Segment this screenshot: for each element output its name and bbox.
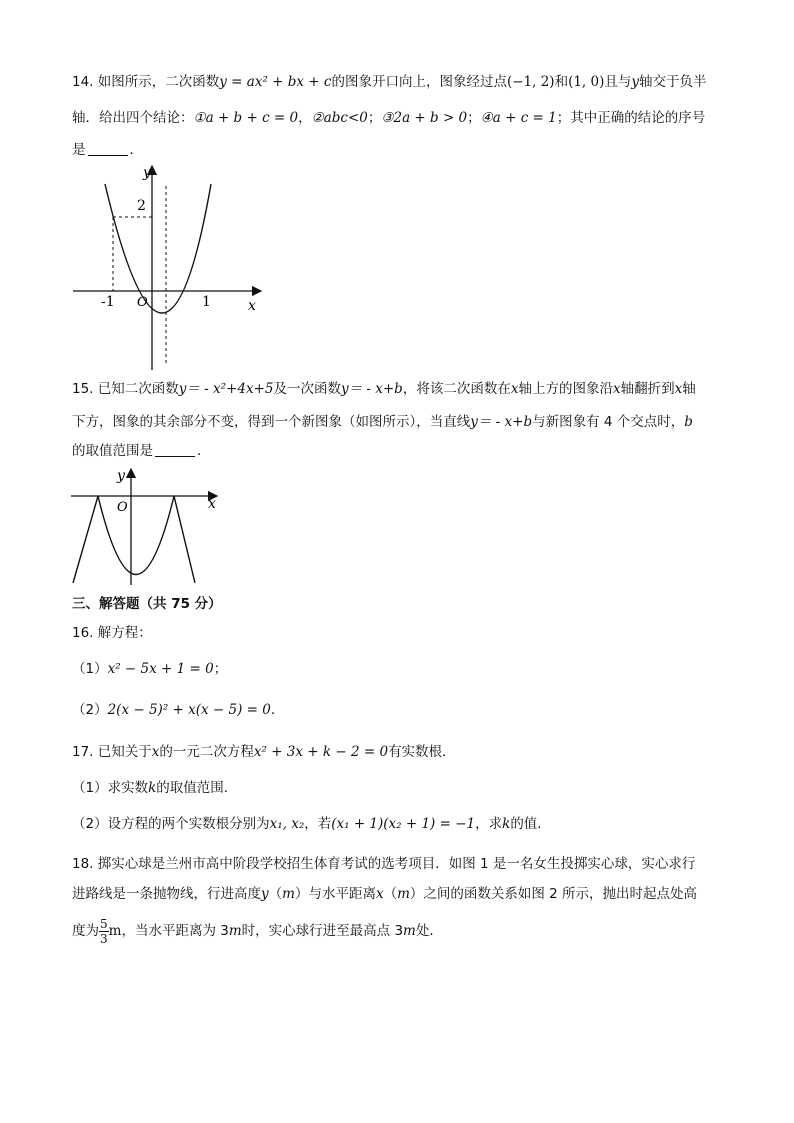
q17-text: （1）求实数: [72, 780, 149, 796]
q15-text: 轴: [682, 381, 696, 397]
tick-label-1: 1: [202, 294, 211, 310]
q18-text: ）与水平距离: [294, 886, 376, 902]
q18-line-1: 18. 掷实心球是兰州市高中阶段学校招生体育考试的选考项目．如图 1 是一名女生投掷实心球，实心求行: [72, 856, 696, 872]
q15-text: 轴上方的图象沿: [518, 381, 613, 397]
q18-var-y: y: [261, 886, 269, 902]
q17-var-k: k: [148, 780, 157, 796]
q17-roots: x₁, x₂: [269, 816, 305, 832]
q18-text: 度为: [72, 923, 99, 939]
q16-sep: ；: [213, 661, 228, 677]
q15-text: 及一次函数: [273, 381, 341, 397]
q15-linear: y＝ - x+b: [340, 381, 403, 397]
q17-equation: x² + 3x + k − 2 = 0: [253, 744, 389, 760]
q18-unit: m: [403, 923, 416, 939]
q14-sep: ；: [367, 110, 382, 126]
q16-part-2: [72, 700, 284, 720]
q14-conclusion-1: ①a + b + c = 0: [193, 110, 299, 126]
origin-label: O: [117, 500, 128, 515]
q16-title: 16. 解方程：: [72, 625, 152, 641]
q15-var-x: x: [674, 381, 683, 397]
q17-part-2: [72, 814, 551, 834]
q14-text: 轴．给出四个结论：: [72, 110, 194, 126]
q15-text: 下方，图象的其余部分不变，得到一个新图象（如图所示），当直线: [72, 414, 471, 430]
q14-line-1: [72, 72, 707, 92]
q14-text: 是: [72, 142, 86, 158]
q14-answer-blank[interactable]: [88, 141, 128, 156]
q17-text: 的一元二次方程: [159, 744, 254, 760]
q14-conclusion-4: ④a + c = 1: [480, 110, 557, 126]
x-label: x: [248, 298, 256, 314]
q15-var-b: b: [684, 414, 693, 430]
q17-text: ，求: [475, 816, 503, 832]
q16-equation-1: x² − 5x + 1 = 0: [107, 661, 214, 677]
q18-text: 处．: [415, 923, 443, 939]
q18-text: 进路线是一条抛物线，行进高度: [72, 886, 261, 902]
q17-text: （2）设方程的两个实数根分别为: [72, 816, 270, 832]
q14-text: 14. 如图所示，二次函数: [72, 74, 220, 90]
q15-answer-blank[interactable]: [155, 442, 195, 457]
q18-text: （: [383, 886, 398, 902]
q15-line-2: [72, 412, 693, 432]
q15-text: 轴翻折到: [620, 381, 675, 397]
q15-quadratic: y＝ - x²+4x+5: [178, 381, 274, 397]
q14-conclusion-2: ②abc<0: [311, 110, 368, 126]
q15-text: 的取值范围是: [72, 443, 153, 459]
q17-text: 17. 已知关于: [72, 744, 152, 760]
part-label: （2）: [72, 702, 108, 718]
q17-text: 的值．: [510, 816, 551, 832]
q15-line-3: [72, 441, 211, 461]
q15-linear: y＝ - x+b: [470, 414, 533, 430]
q18-text: ）之间的函数关系如图 2 所示，抛出时起点处高: [409, 886, 698, 902]
q15-text: ．: [197, 443, 211, 459]
q18-fraction: [99, 917, 109, 946]
y-label: y: [117, 468, 125, 484]
q17-text: 有实数根．: [388, 744, 456, 760]
q14-line-3: [72, 140, 143, 160]
folded-arc: [98, 496, 174, 575]
q18-unit: m: [108, 923, 122, 939]
fraction-numerator: 5: [100, 916, 108, 931]
q18-text: 时，实心球行进至最高点 3: [241, 923, 404, 939]
q15-folded-figure: [65, 463, 225, 588]
q17-var-k: k: [502, 816, 511, 832]
q17-line-1: [72, 742, 456, 762]
q18-unit: m: [228, 923, 242, 939]
q18-var-x: x: [375, 886, 384, 902]
q14-text: ；其中正确的结论的序号: [556, 110, 706, 126]
tick-label-2: 2: [137, 198, 146, 214]
q15-var-x: x: [510, 381, 519, 397]
q14-point-2: (1, 0): [568, 74, 605, 90]
q14-equation: y = ax² + bx + c: [219, 74, 332, 90]
q17-text: 的取值范围．: [156, 780, 238, 796]
q14-text: 且与: [604, 74, 632, 90]
part-label: （1）: [72, 661, 108, 677]
x-label: x: [208, 496, 216, 512]
q14-text: 的图象开口向上，图象经过点: [331, 74, 507, 90]
q14-var-y: y: [631, 74, 640, 90]
right-branch: [174, 496, 195, 583]
left-branch: [73, 496, 98, 583]
origin-label: O: [137, 295, 148, 310]
q17-text: ，若: [304, 816, 332, 832]
q18-text: （: [268, 886, 283, 902]
q17-part-1: [72, 778, 237, 798]
q17-condition: (x₁ + 1)(x₂ + 1) = −1: [331, 816, 476, 832]
q16-part-1: [72, 659, 227, 679]
q18-unit: m: [397, 886, 410, 902]
q15-text: ，将该二次函数在: [402, 381, 511, 397]
section-heading: 三、解答题（共 75 分）: [72, 596, 222, 612]
q18-line-2: [72, 884, 697, 904]
parabola-curve: [105, 184, 211, 313]
q14-point-1: (−1, 2): [506, 74, 555, 90]
q15-line-1: [72, 379, 696, 399]
q14-sep: ，: [298, 110, 312, 126]
q14-parabola-figure: [65, 160, 275, 375]
q14-text: 和: [554, 74, 569, 90]
q15-text: 与新图象有 4 个交点时，: [532, 414, 685, 430]
q15-text: 15. 已知二次函数: [72, 381, 179, 397]
q18-line-3: [72, 914, 443, 948]
q14-conclusion-3: ③2a + b > 0: [381, 110, 468, 126]
fraction-denominator: 3: [100, 931, 108, 946]
q14-line-2: [72, 108, 705, 128]
q14-sep: ；: [467, 110, 481, 126]
q15-var-x: x: [612, 381, 621, 397]
q14-text: 轴交于负半: [639, 74, 707, 90]
q18-unit: m: [282, 886, 295, 902]
q14-text: ．: [129, 142, 143, 158]
q16-sep: ．: [270, 702, 285, 718]
q17-var-x: x: [151, 744, 160, 760]
tick-label-neg1: -1: [101, 294, 115, 310]
y-label: y: [143, 165, 151, 181]
q18-text: ，当水平距离为 3: [121, 923, 229, 939]
q16-equation-2: 2(x − 5)² + x(x − 5) = 0: [107, 702, 271, 718]
